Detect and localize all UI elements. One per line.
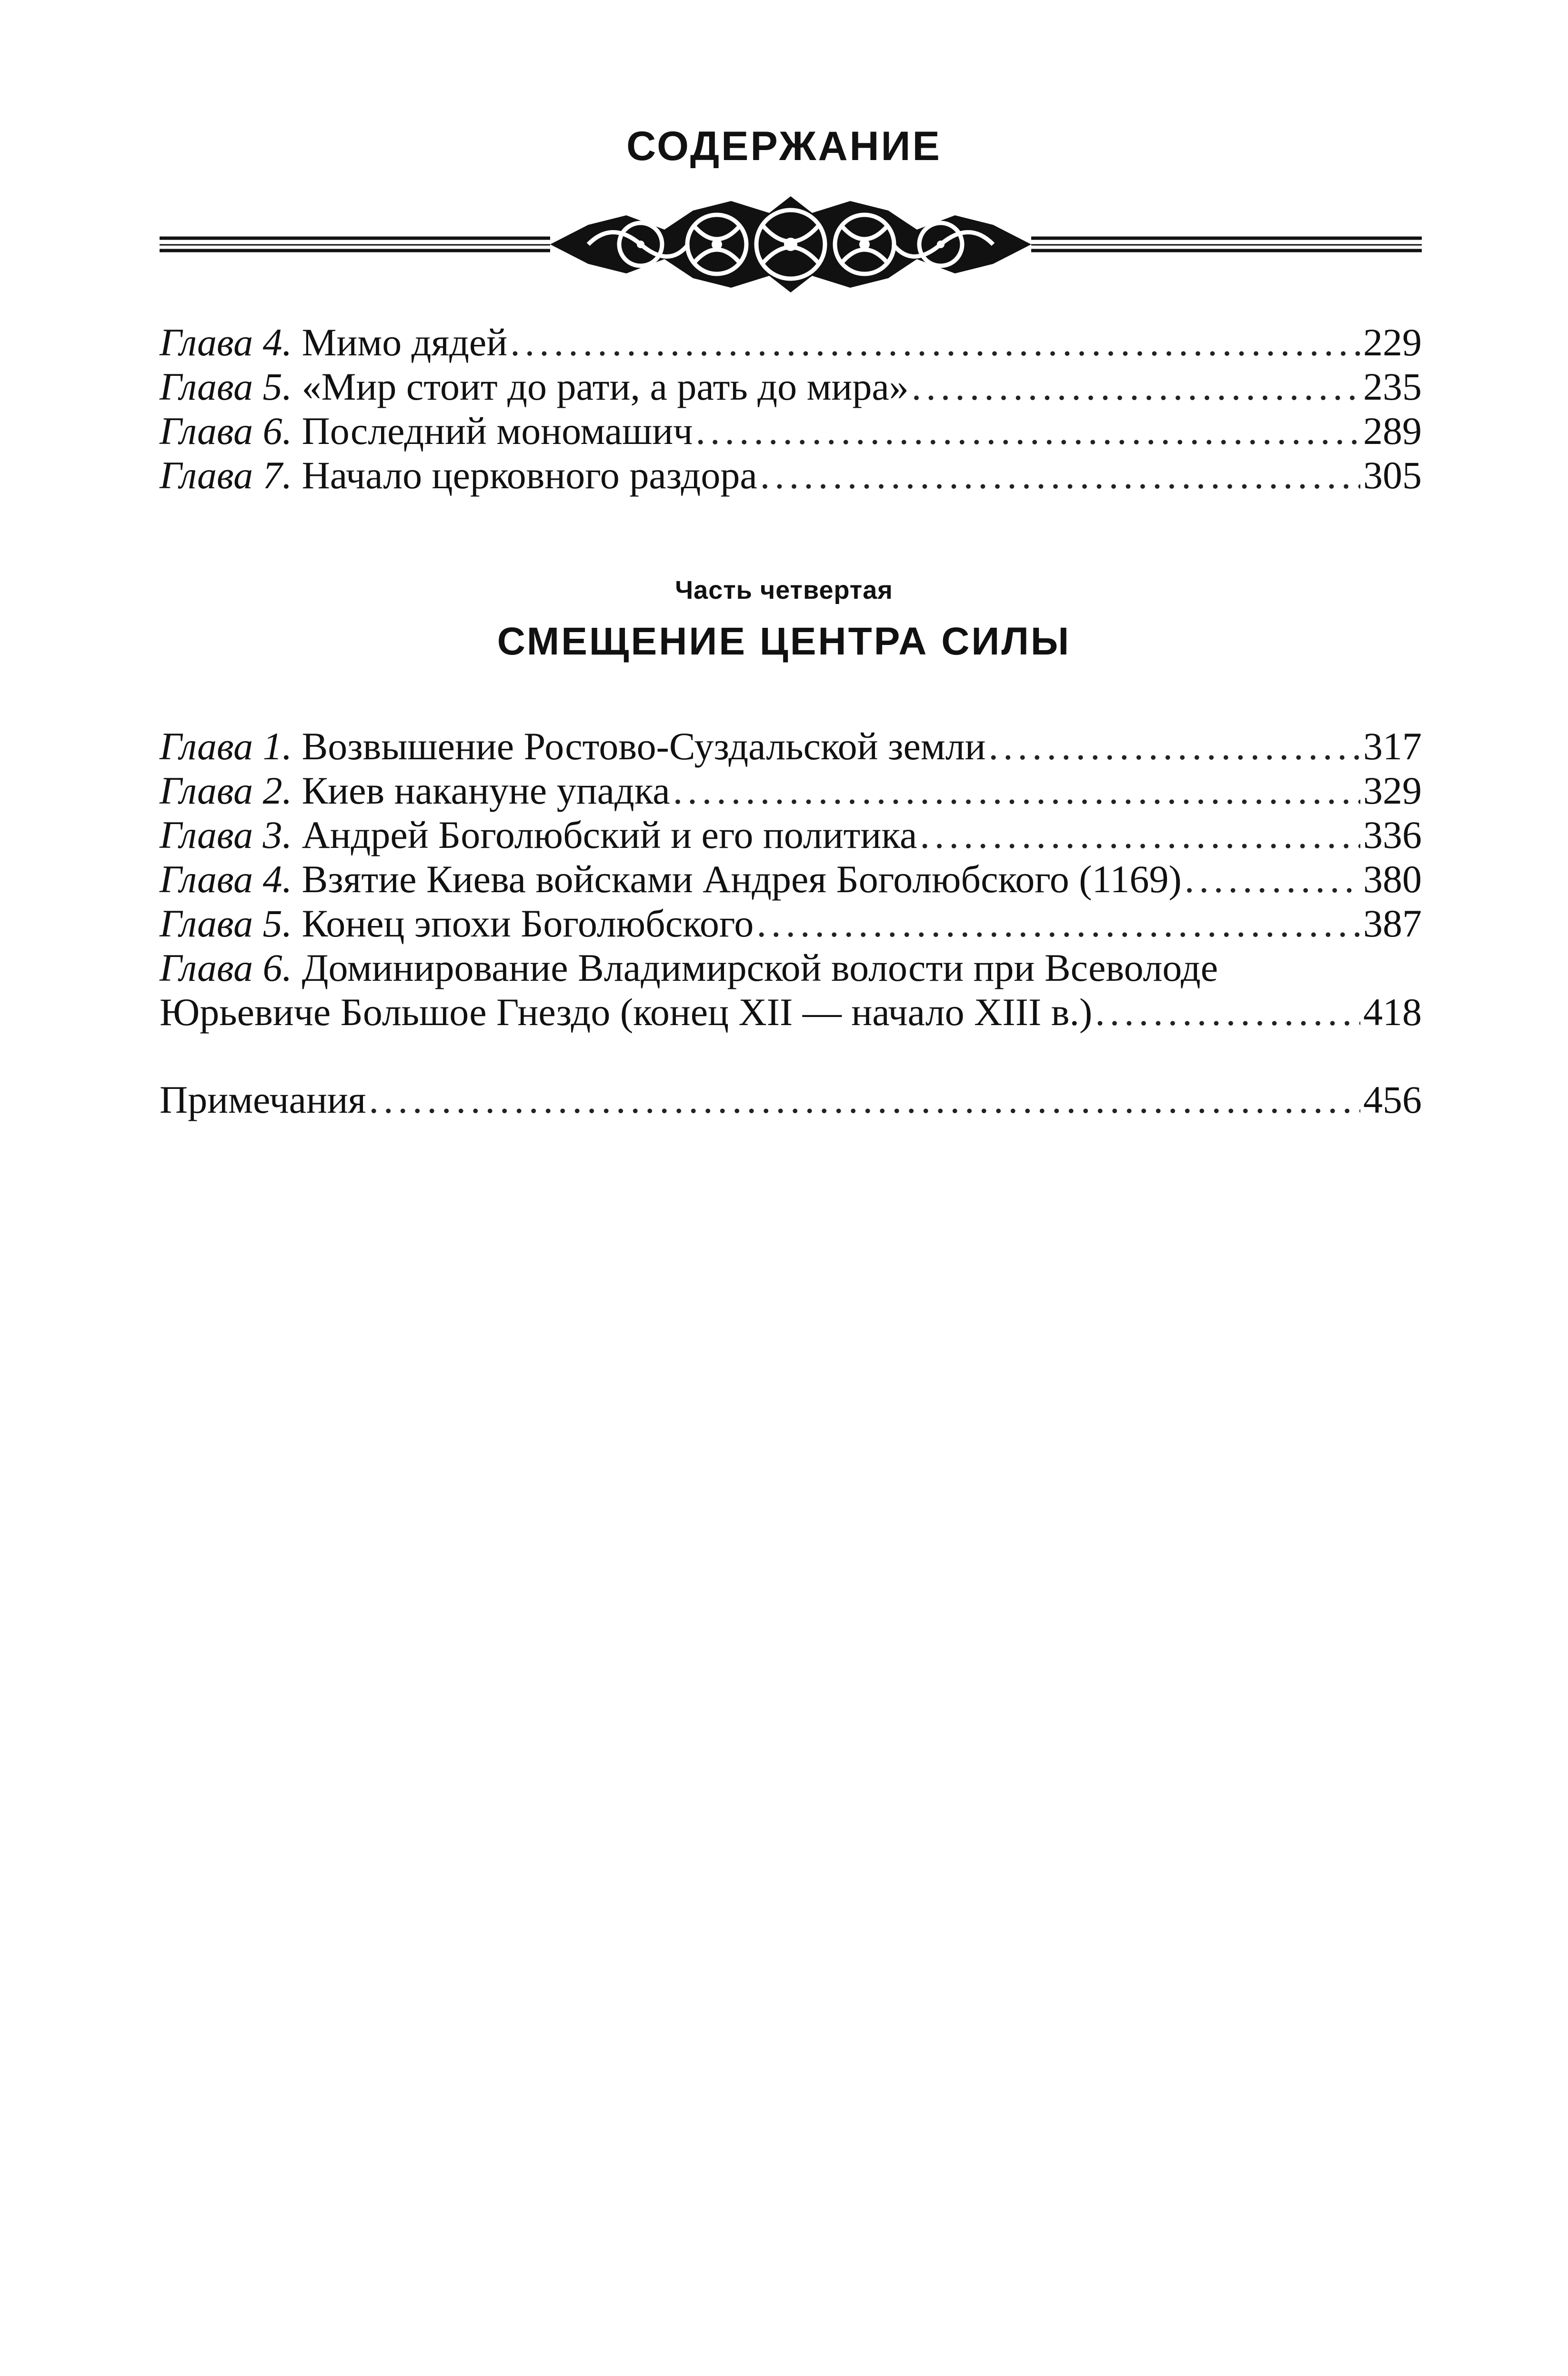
page-number: 229 [1363, 321, 1422, 364]
chapter-title: Киев накануне упадка [302, 769, 670, 812]
chapter-title: Мимо дядей [302, 321, 508, 364]
toc-section-part-three [160, 320, 1422, 497]
chapter-number: Глава 1. [160, 725, 292, 768]
toc-entry[interactable] [160, 813, 1422, 857]
dot-leader [369, 1077, 1360, 1122]
dot-leader [1095, 990, 1360, 1034]
celtic-knot-ornament-icon [160, 187, 1422, 301]
chapter-title: «Мир стоит до рати, а рать до мира» [302, 365, 909, 408]
page-number: 329 [1363, 769, 1422, 812]
page-number: 289 [1363, 409, 1422, 453]
toc-section-part-four [160, 724, 1422, 1034]
part-label: Часть четвертая [675, 576, 893, 604]
dot-leader [696, 409, 1360, 453]
page-title: СОДЕРЖАНИЕ [626, 123, 942, 169]
chapter-number: Глава 4. [160, 857, 292, 901]
page-number: 387 [1363, 902, 1422, 945]
notes-title: Примечания [160, 1078, 366, 1121]
chapter-title: Конец эпохи Боголюбского [302, 902, 754, 945]
page-number: 336 [1363, 813, 1422, 856]
page-number: 380 [1363, 857, 1422, 901]
chapter-title-line-1: Доминирование Владимирской волости при Всеволоде [302, 946, 1218, 989]
dot-leader [510, 320, 1360, 364]
chapter-title: Последний мономашич [302, 409, 693, 453]
toc-entry[interactable] [160, 724, 1422, 768]
page-number: 317 [1363, 725, 1422, 768]
toc-section-notes [160, 1077, 1422, 1122]
chapter-title: Возвышение Ростово-Суздальской земли [302, 725, 986, 768]
dot-leader [989, 724, 1360, 768]
dot-leader [673, 768, 1360, 813]
chapter-number: Глава 4. [160, 321, 292, 364]
toc-entry[interactable] [160, 768, 1422, 813]
toc-entry[interactable] [160, 857, 1422, 901]
part-title: СМЕЩЕНИЕ ЦЕНТРА СИЛЫ [497, 620, 1071, 663]
page-number: 235 [1363, 365, 1422, 408]
chapter-number: Глава 2. [160, 769, 292, 812]
chapter-title: Начало церковного раздора [302, 453, 757, 497]
dot-leader [920, 813, 1360, 857]
toc-entry-notes[interactable] [160, 1077, 1422, 1122]
toc-entry[interactable] [160, 409, 1422, 453]
chapter-number: Глава 3. [160, 813, 292, 856]
chapter-title-line-2: Юрьевиче Большое Гнездо (конец XII — начало XIII в.) [160, 990, 1093, 1034]
page-number: 456 [1363, 1078, 1422, 1121]
chapter-number: Глава 5. [160, 902, 292, 945]
toc-entry[interactable] [160, 364, 1422, 409]
chapter-number: Глава 7. [160, 453, 292, 497]
chapter-title: Взятие Киева войсками Андрея Боголюбского (1169) [302, 857, 1182, 901]
page-number: 418 [1363, 990, 1422, 1034]
page-number: 305 [1363, 453, 1422, 497]
chapter-number: Глава 6. [160, 946, 292, 989]
dot-leader [760, 453, 1360, 497]
toc-entry[interactable] [160, 901, 1422, 946]
toc-entry-multiline[interactable] [160, 946, 1422, 1034]
toc-entry[interactable] [160, 320, 1422, 364]
dot-leader [912, 364, 1360, 409]
dot-leader [1185, 857, 1360, 901]
chapter-number: Глава 6. [160, 409, 292, 453]
chapter-title: Андрей Боголюбский и его политика [302, 813, 917, 856]
chapter-number: Глава 5. [160, 365, 292, 408]
toc-entry[interactable] [160, 453, 1422, 497]
dot-leader [756, 901, 1360, 946]
